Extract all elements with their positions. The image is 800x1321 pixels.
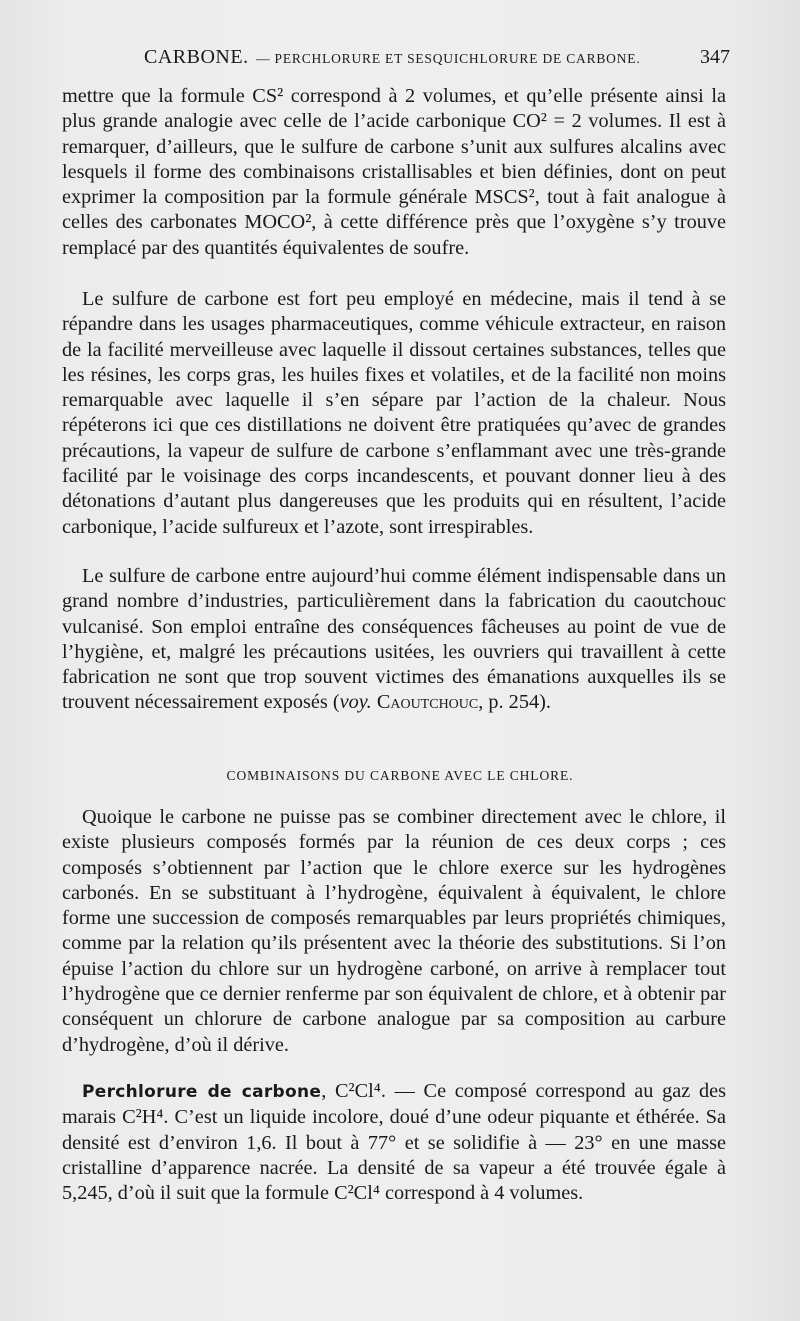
paragraph-industry	[62, 564, 726, 716]
header-title-main: CARBONE.	[144, 46, 249, 68]
page-number: 347	[700, 46, 730, 68]
paragraph-continuation: mettre que la formule CS² correspond à 2 volumes, et qu’elle présente ainsi la plus grande analogie avec celle de l’acide carbonique CO² = 2 volumes. Il est à remarquer, d’ailleurs, que le sulfure de carbone s’unit aux sulfures alcalins avec lesquels il forme des combinaisons cristallisables et bien définies, dont on peut exprimer la composition par la formule générale MSCS², tout à fait analogue à celles des carbonates MOCO², à cette différence près que l’oxygène s’y trouve remplacé par des quantités équivalentes de soufre.	[62, 85, 726, 259]
paragraph-perchlorure	[62, 1079, 726, 1206]
running-header	[60, 46, 730, 76]
entry-text: , C²Cl⁴. — Ce composé correspond au gaz des marais C²H⁴. C’est un liquide incolore, doué d’une odeur piquante et éthérée. Sa densité est d’environ 1,6. Il bout à 77° et se solidifie à — 23° en une masse cristalline d’apparence nacrée. La densité de sa vapeur a été trouvée égale à 5,245, d’où il suit que la formule C²Cl⁴ correspond à 4 volumes.	[62, 1080, 726, 1205]
entry-term: Perchlorure de carbone	[82, 1082, 322, 1102]
paragraph-industry-text: Le sulfure de carbone entre aujourd’hui comme élément indispensable dans un grand nombre d’industries, particulièrement dans la fabrication du caoutchouc vulcanisé. Son emploi entraîne des conséquences fâcheuses au point de vue de l’hygiène, et, malgré les précautions usitées, les ouvriers qui travaillent à cette fabrication ne sont que trop souvent victimes des émanations auxquelles ils se trouvent nécessairement exposés (	[62, 565, 726, 714]
paragraph-chlorine-compounds: Quoique le carbone ne puisse pas se combiner directement avec le chlore, il existe plusieurs composés formés par la réunion de ces deux corps ; ces composés s’obtiennent par l’action que le chlore exerce sur les hydrogènes carbonés. En se substituant à l’hydrogène, équivalent à équivalent, le chlore forme une succession de composés remarquables par leurs propriétés chimiques, comme par la relation qu’ils présentent avec la théorie des substitutions. Si l’on épuise l’action du chlore sur un hydrogène carboné, on arrive à remplacer tout l’hydrogène que ce dernier renferme par son équivalent de chlore, et à obtenir par conséquent un chlorure de carbone analogue par sa composition au carbure d’hydrogène, d’où il dérive.	[62, 806, 726, 1056]
cross-reference-page: , p. 254).	[478, 691, 551, 714]
voy-abbrev: voy.	[339, 691, 372, 714]
cross-reference: Caoutchouc	[376, 691, 479, 714]
section-heading: COMBINAISONS DU CARBONE AVEC LE CHLORE.	[226, 768, 574, 783]
header-title-sub: — PERCHLORURE ET SESQUICHLORURE DE CARBONE.	[256, 51, 641, 66]
header-title	[144, 46, 641, 69]
paragraph-medical-use: Le sulfure de carbone est fort peu employé en médecine, mais il tend à se répandre dans les usages pharmaceutiques, comme véhicule extracteur, en raison de la facilité merveilleuse avec laquelle il dissout certaines substances, telles que les résines, les corps gras, les huiles fixes et volatiles, et de la facilité non moins remarquable avec laquelle il s’en sépare par l’action de la chaleur. Nous répéterons ici que ces distillations ne doivent être pratiquées qu’avec de grandes précautions, la vapeur de sulfure de carbone s’enflammant avec une très-grande facilité par le voisinage des corps incandescents, et pouvant donner lieu à des détonations d’autant plus dangereuses que les produits qui en résultent, l’acide carbonique, l’acide sulfureux et l’azote, sont irrespirables.	[62, 288, 726, 538]
